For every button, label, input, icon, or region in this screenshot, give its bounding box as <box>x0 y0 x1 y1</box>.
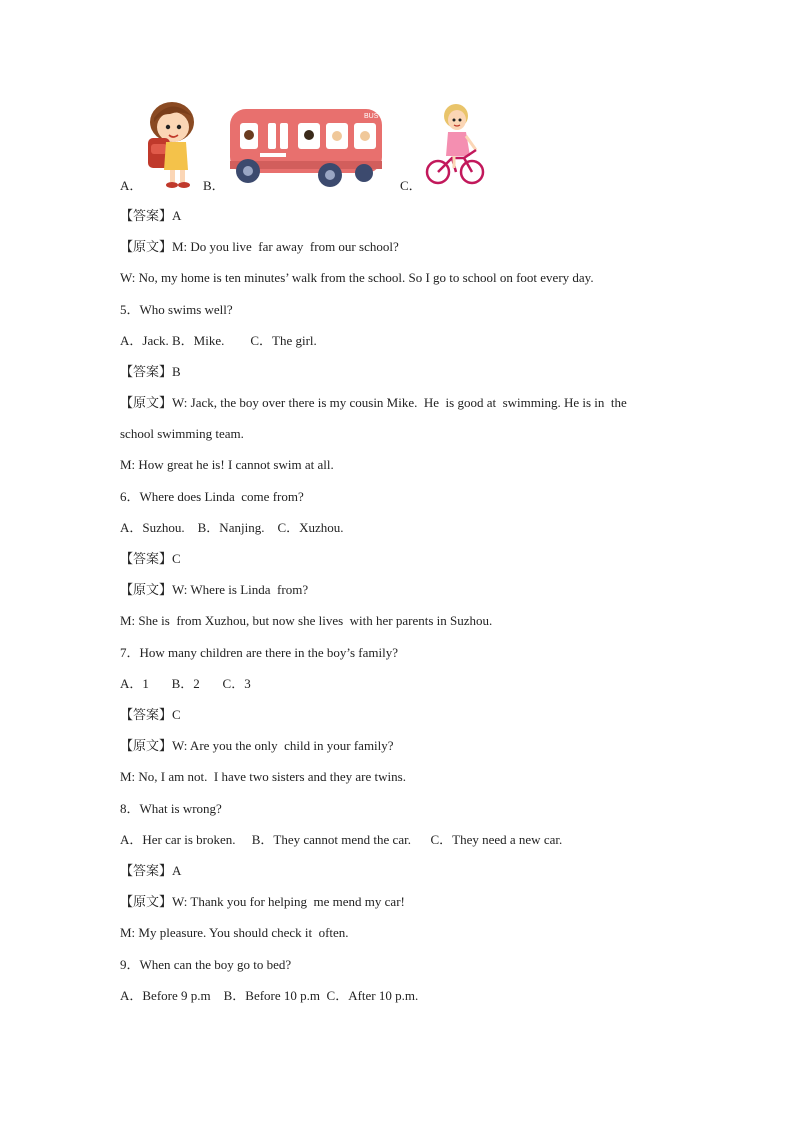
answer-line: 【答案】A <box>120 863 182 878</box>
answer-line: 【答案】C <box>120 551 181 566</box>
question-line: 9．When can the boy go to bed? <box>120 957 292 972</box>
transcript-line: 【原文】W: Thank you for helping me mend my car! <box>120 894 405 909</box>
transcript-line: M: My pleasure. You should check it often. <box>120 925 349 940</box>
option-a-label: A． <box>120 178 143 193</box>
girl-on-bicycle-illustration <box>424 102 486 190</box>
walking-girl-illustration <box>140 100 200 190</box>
options-line: A．1 B．2 C．3 <box>120 676 251 691</box>
options-line: A．Her car is broken. B．They cannot mend the car. C．They need a new car. <box>120 832 563 847</box>
transcript-line: W: No, my home is ten minutes’ walk from the school. So I go to school on foot every day. <box>120 270 594 285</box>
question-line: 6．Where does Linda come from? <box>120 489 304 504</box>
option-c-label: C． <box>400 178 422 193</box>
answer-line: 【答案】C <box>120 707 181 722</box>
answer-line: 【答案】A <box>120 208 182 223</box>
options-line: A．Jack. B．Mike. C．The girl. <box>120 333 317 348</box>
option-b-label: B． <box>203 178 225 193</box>
transcript-line: school swimming team. <box>120 426 244 441</box>
transcript-line: 【原文】W: Are you the only child in your family? <box>120 738 394 753</box>
transcript-line: 【原文】W: Jack, the boy over there is my cousin Mike. He is good at swimming. He is in the <box>120 395 627 410</box>
question-line: 8．What is wrong? <box>120 801 222 816</box>
transcript-line: 【原文】W: Where is Linda from? <box>120 582 309 597</box>
red-bus-illustration <box>226 105 388 189</box>
answer-line: 【答案】B <box>120 364 181 379</box>
transcript-line: M: No, I am not. I have two sisters and they are twins. <box>120 769 406 784</box>
transcript-line: M: She is from Xuzhou, but now she lives with her parents in Suzhou. <box>120 613 493 628</box>
transcript-line: M: How great he is! I cannot swim at all. <box>120 457 334 472</box>
transcript-line: 【原文】M: Do you live far away from our school? <box>120 239 399 254</box>
svg-text:BUS: BUS <box>364 113 379 120</box>
options-line: A．Suzhou. B．Nanjing. C．Xuzhou. <box>120 520 344 535</box>
options-line: A．Before 9 p.m B．Before 10 p.m C．After 10 p.m. <box>120 988 419 1003</box>
question-line: 7．How many children are there in the boy’s family? <box>120 645 398 660</box>
question-line: 5．Who swims well? <box>120 302 233 317</box>
